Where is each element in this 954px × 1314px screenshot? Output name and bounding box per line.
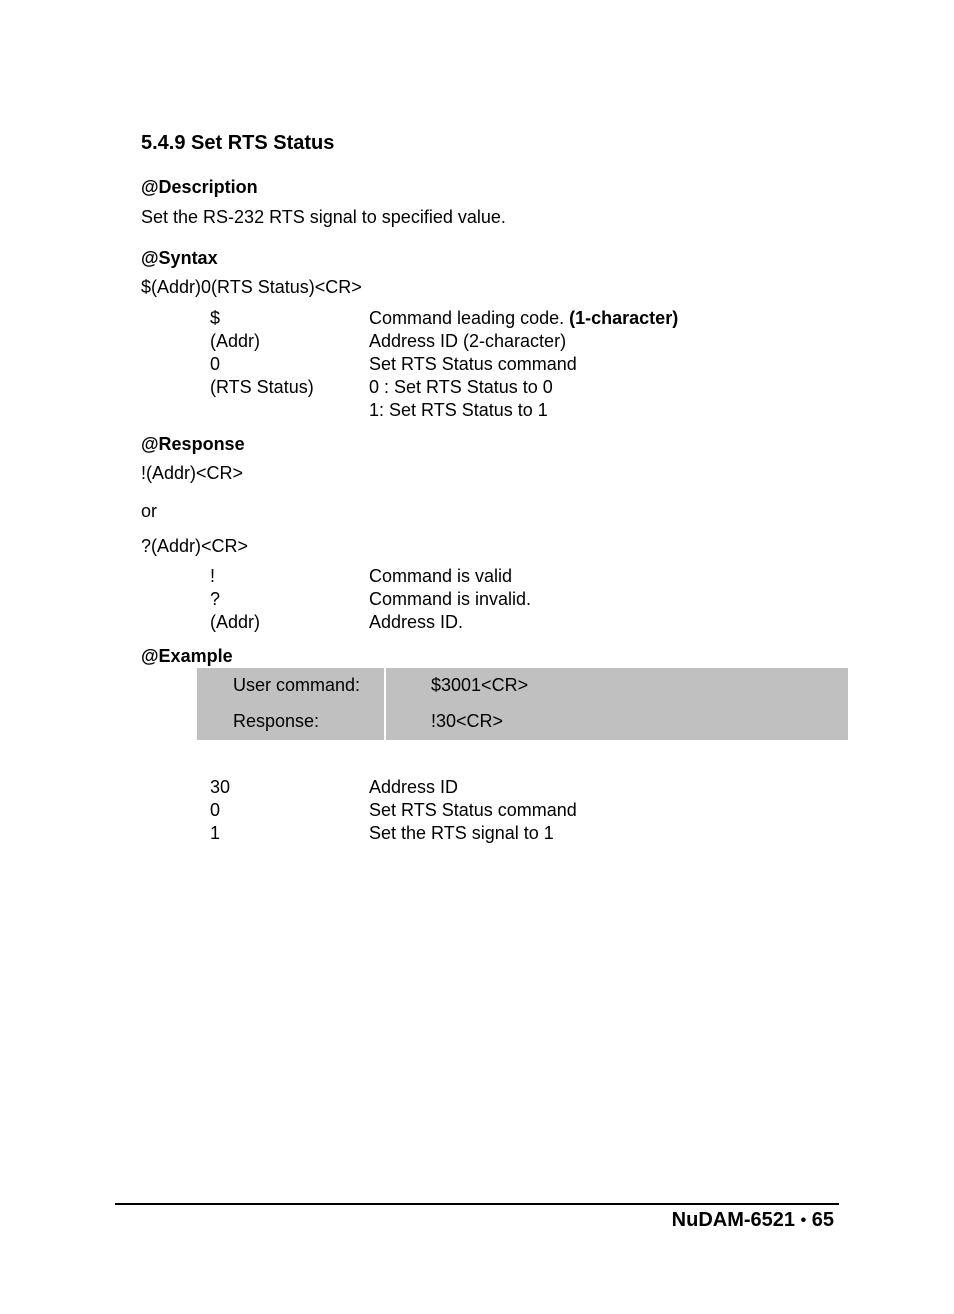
response-desc: Command is valid xyxy=(369,566,513,586)
syntax-line: $(Addr)0(RTS Status)<CR> xyxy=(141,277,362,297)
response-desc: Command is invalid. xyxy=(369,589,532,609)
footer-bullet: • xyxy=(800,1212,807,1229)
response-term: ? xyxy=(210,589,221,609)
example-term: 30 xyxy=(210,777,231,797)
footer-page-number: 65 xyxy=(811,1209,834,1231)
syntax-heading: @Syntax xyxy=(141,248,218,268)
syntax-desc: 0 : Set RTS Status to 0 xyxy=(369,377,553,397)
syntax-term: 0 xyxy=(210,354,221,374)
example-term: 1 xyxy=(210,823,221,843)
footer-product: NuDAM-6521 xyxy=(671,1209,796,1231)
response-line-valid: !(Addr)<CR> xyxy=(141,463,244,483)
example-desc: Address ID xyxy=(369,777,459,797)
syntax-term: $ xyxy=(210,308,221,328)
response-term: (Addr) xyxy=(210,612,261,632)
section-title: 5.4.9 Set RTS Status xyxy=(141,132,335,154)
footer-rule xyxy=(115,1203,839,1205)
example-term: 0 xyxy=(210,800,221,820)
user-command-label: User command: xyxy=(233,675,361,695)
example-desc: Set RTS Status command xyxy=(369,800,577,820)
response-desc: Address ID. xyxy=(369,612,464,632)
description-heading: @Description xyxy=(141,177,258,197)
syntax-term: (RTS Status) xyxy=(210,377,314,397)
response-or: or xyxy=(141,501,158,521)
description-text: Set the RS-232 RTS signal to specified value. xyxy=(141,207,506,227)
syntax-desc xyxy=(369,308,678,329)
syntax-desc-text: Command leading code. xyxy=(369,308,565,328)
example-desc: Set the RTS signal to 1 xyxy=(369,823,554,843)
footer-page-label xyxy=(672,1209,834,1232)
response-label: Response: xyxy=(233,711,320,731)
user-command-value: $3001<CR> xyxy=(431,675,529,695)
syntax-desc: Set RTS Status command xyxy=(369,354,577,374)
syntax-desc-bold: (1-character) xyxy=(569,308,679,328)
syntax-term: (Addr) xyxy=(210,331,261,351)
response-line-invalid: ?(Addr)<CR> xyxy=(141,536,249,556)
syntax-desc: 1: Set RTS Status to 1 xyxy=(369,400,548,420)
example-divider xyxy=(384,668,386,740)
response-heading: @Response xyxy=(141,434,245,454)
response-value: !30<CR> xyxy=(431,711,504,731)
response-term: ! xyxy=(210,566,216,586)
example-heading: @Example xyxy=(141,646,233,666)
syntax-desc: Address ID (2-character) xyxy=(369,331,567,351)
